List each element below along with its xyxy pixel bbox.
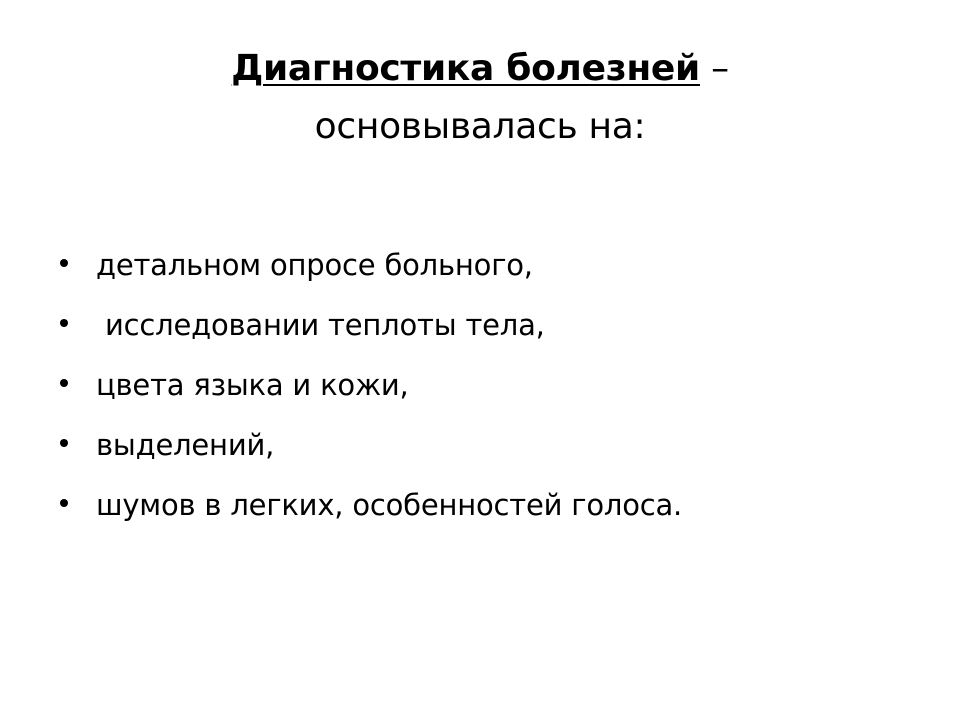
list-item [56,240,682,300]
bullet-icon [60,319,68,327]
bullet-icon [60,439,68,447]
bullet-icon [60,379,68,387]
bullet-list [56,240,682,540]
bullet-text: детальном опросе больного, [96,248,533,282]
list-item [56,300,682,360]
list-item [56,360,682,420]
title-dash: – [699,48,729,89]
bullet-text: цвета языка и кожи, [96,368,409,402]
bullet-text: выделений, [96,428,275,462]
title-line-2: основывалась на: [314,106,646,147]
bullet-icon [60,499,68,507]
bullet-icon [60,259,68,267]
slide-title [0,40,960,156]
title-emphasis: Диагностика болезней [231,48,700,89]
bullet-text: исследовании теплоты тела, [96,308,545,342]
title-line-1 [0,40,960,98]
bullet-text: шумов в легких, особенностей голоса. [96,488,683,522]
list-item [56,420,682,480]
list-item [56,480,682,540]
